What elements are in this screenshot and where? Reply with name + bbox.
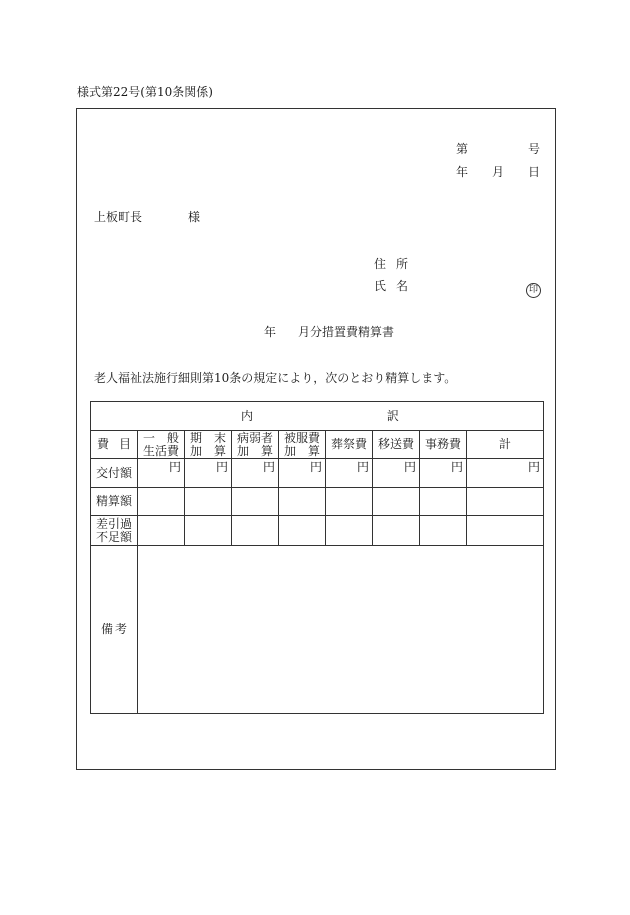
issued-total: 円 bbox=[467, 459, 544, 488]
table-cell bbox=[138, 488, 185, 516]
col-total: 計 bbox=[467, 431, 544, 459]
remarks-field bbox=[138, 546, 544, 714]
date-month: 月 bbox=[492, 165, 505, 179]
issued-clothing: 円 bbox=[279, 459, 326, 488]
issued-funeral: 円 bbox=[326, 459, 373, 488]
addressee-name: 上板町長 bbox=[94, 210, 143, 224]
row-issued-label: 交付額 bbox=[91, 459, 138, 488]
name-label-1: 氏 bbox=[374, 279, 387, 293]
date-year: 年 bbox=[456, 165, 469, 179]
date-day: 日 bbox=[528, 165, 541, 179]
settlement-table bbox=[90, 401, 544, 714]
issued-year-end: 円 bbox=[185, 459, 232, 488]
table-cell bbox=[138, 516, 185, 546]
col-funeral: 葬祭費 bbox=[326, 431, 373, 459]
table-cell bbox=[467, 488, 544, 516]
table-cell bbox=[420, 488, 467, 516]
col-general-living: 一 般 生活費 bbox=[138, 431, 185, 459]
statement-text: 老人福祉法施行細則第10条の規定により，次のとおり精算します。 bbox=[94, 371, 457, 385]
table-cell bbox=[232, 516, 279, 546]
address-label-2: 所 bbox=[396, 257, 409, 271]
table-cell bbox=[420, 516, 467, 546]
title-year: 年 bbox=[264, 325, 277, 339]
row-settled-label: 精算額 bbox=[91, 488, 138, 516]
address-label-1: 住 bbox=[374, 257, 387, 271]
table-cell bbox=[185, 488, 232, 516]
remarks-label: 備 考 bbox=[91, 546, 138, 714]
table-cell bbox=[326, 488, 373, 516]
table-cell bbox=[279, 516, 326, 546]
issued-infirm: 円 bbox=[232, 459, 279, 488]
seal-mark-icon: 印 bbox=[526, 283, 541, 298]
col-administration: 事務費 bbox=[420, 431, 467, 459]
document-number-suffix: 号 bbox=[528, 142, 541, 156]
table-cell bbox=[373, 516, 420, 546]
col-transport: 移送費 bbox=[373, 431, 420, 459]
breakdown-header: 内 訳 bbox=[91, 402, 544, 431]
table-cell bbox=[467, 516, 544, 546]
name-label-2: 名 bbox=[396, 279, 409, 293]
col-year-end-addition: 期 末 加 算 bbox=[185, 431, 232, 459]
table-cell bbox=[326, 516, 373, 546]
table-cell bbox=[232, 488, 279, 516]
table-cell bbox=[279, 488, 326, 516]
form-number-label: 様式第22号(第10条関係) bbox=[77, 85, 213, 99]
table-cell bbox=[373, 488, 420, 516]
issued-general-living: 円 bbox=[138, 459, 185, 488]
issued-administration: 円 bbox=[420, 459, 467, 488]
document-number-prefix: 第 bbox=[456, 142, 469, 156]
issued-transport: 円 bbox=[373, 459, 420, 488]
item-header: 費 目 bbox=[91, 431, 138, 459]
document-title: 月分措置費精算書 bbox=[298, 325, 395, 339]
table-cell bbox=[185, 516, 232, 546]
addressee-honorific: 様 bbox=[188, 210, 201, 224]
col-clothing-addition: 被服費 加 算 bbox=[279, 431, 326, 459]
row-difference-label: 差引過 不足額 bbox=[91, 516, 138, 546]
col-infirm-addition: 病弱者 加 算 bbox=[232, 431, 279, 459]
